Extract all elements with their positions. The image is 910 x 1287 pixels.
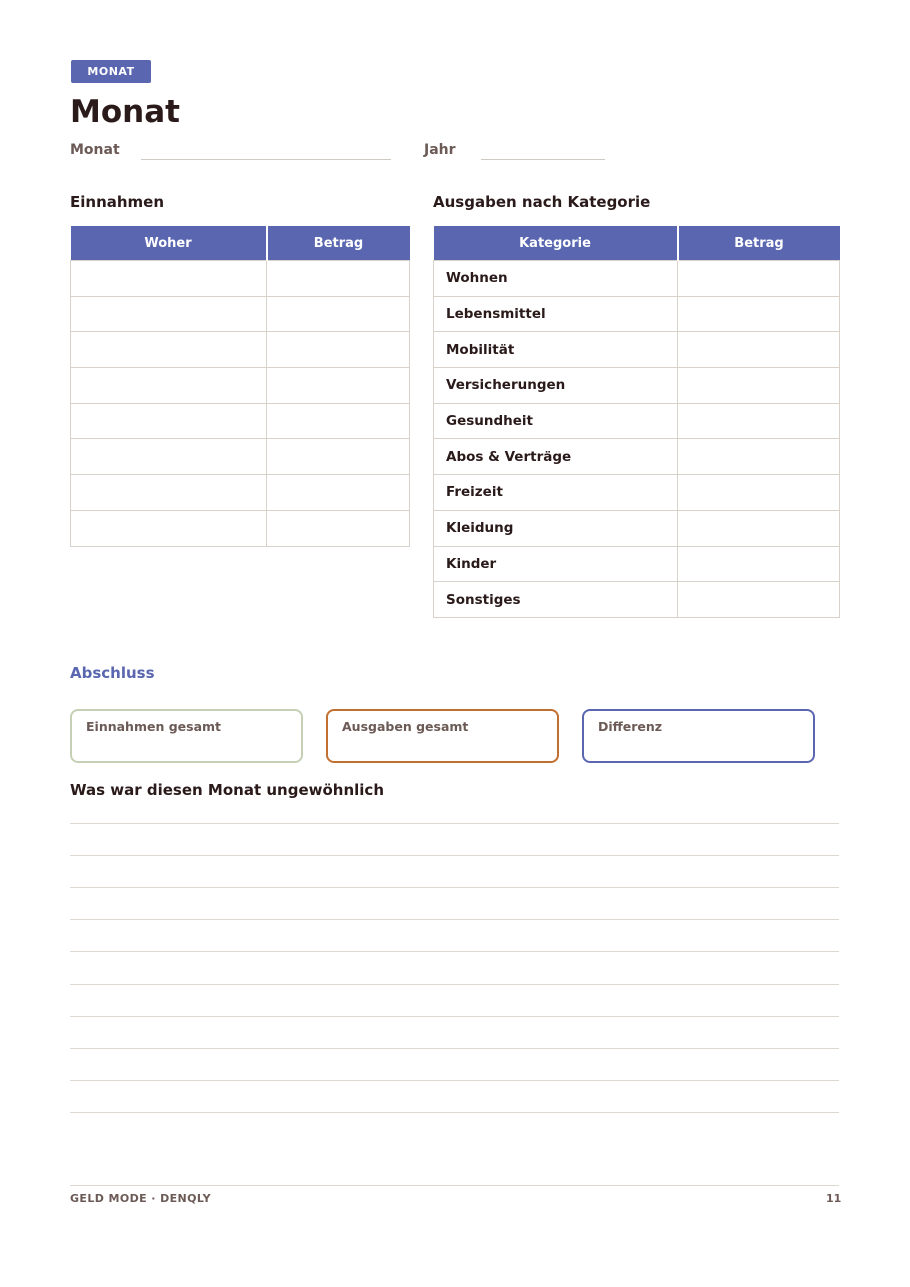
expense-row [434, 261, 840, 297]
note-line[interactable] [70, 984, 839, 985]
note-line[interactable] [70, 919, 839, 920]
page-number: 11 [826, 1192, 842, 1205]
expense-row [434, 546, 840, 582]
expense-row [434, 582, 840, 618]
expense-category-cell: Kinder [434, 546, 678, 582]
income-amount-cell[interactable] [267, 368, 410, 404]
expense-amount-cell[interactable] [678, 510, 840, 546]
income-source-cell[interactable] [71, 403, 267, 439]
expense-row [434, 368, 840, 404]
footer-brand: GELD MODE · DENQLY [70, 1192, 211, 1205]
income-row [71, 475, 410, 511]
note-line[interactable] [70, 1080, 839, 1081]
note-line[interactable] [70, 1016, 839, 1017]
expense-row [434, 403, 840, 439]
income-source-cell[interactable] [71, 368, 267, 404]
expense-category-cell: Wohnen [434, 261, 678, 297]
expense-category-cell: Sonstiges [434, 582, 678, 618]
income-total-box[interactable] [70, 709, 303, 763]
expenses-total-box[interactable] [326, 709, 559, 763]
income-amount-cell[interactable] [267, 510, 410, 546]
income-row [71, 332, 410, 368]
difference-label: Differenz [598, 719, 663, 734]
income-header-amount: Betrag [267, 226, 410, 261]
expense-amount-cell[interactable] [678, 475, 840, 511]
income-source-cell[interactable] [71, 439, 267, 475]
income-row [71, 510, 410, 546]
income-amount-cell[interactable] [267, 261, 410, 297]
difference-box[interactable] [582, 709, 815, 763]
expenses-title: Ausgaben nach Kategorie [433, 193, 651, 211]
expense-amount-cell[interactable] [678, 546, 840, 582]
expense-category-cell: Freizeit [434, 475, 678, 511]
expense-amount-cell[interactable] [678, 296, 840, 332]
notes-title: Was war diesen Monat ungewöhnlich [70, 781, 385, 799]
income-source-cell[interactable] [71, 261, 267, 297]
income-amount-cell[interactable] [267, 296, 410, 332]
income-source-cell[interactable] [71, 475, 267, 511]
income-table [70, 226, 410, 547]
expense-category-cell: Abos & Verträge [434, 439, 678, 475]
expense-amount-cell[interactable] [678, 368, 840, 404]
expense-row [434, 439, 840, 475]
expense-category-cell: Lebensmittel [434, 296, 678, 332]
income-amount-cell[interactable] [267, 475, 410, 511]
expense-amount-cell[interactable] [678, 332, 840, 368]
expense-amount-cell[interactable] [678, 439, 840, 475]
expense-amount-cell[interactable] [678, 403, 840, 439]
month-field-label: Monat [70, 142, 120, 158]
expense-row [434, 332, 840, 368]
income-title: Einnahmen [70, 193, 165, 211]
expenses-header-amount: Betrag [678, 226, 840, 261]
page-title: Monat [70, 94, 180, 130]
income-row [71, 296, 410, 332]
income-header-source: Woher [71, 226, 267, 261]
expense-category-cell: Kleidung [434, 510, 678, 546]
summary-title: Abschluss [70, 664, 155, 682]
expenses-table [433, 226, 840, 618]
note-line[interactable] [70, 887, 839, 888]
income-row [71, 439, 410, 475]
expense-amount-cell[interactable] [678, 582, 840, 618]
expense-category-cell: Versicherungen [434, 368, 678, 404]
note-line[interactable] [70, 823, 839, 824]
note-line[interactable] [70, 1112, 839, 1113]
expense-category-cell: Mobilität [434, 332, 678, 368]
year-field-label: Jahr [424, 142, 456, 158]
expenses-total-label: Ausgaben gesamt [342, 719, 469, 734]
income-source-cell[interactable] [71, 296, 267, 332]
note-line[interactable] [70, 855, 839, 856]
note-line[interactable] [70, 1048, 839, 1049]
expense-amount-cell[interactable] [678, 261, 840, 297]
income-source-cell[interactable] [71, 332, 267, 368]
expense-row [434, 510, 840, 546]
income-row [71, 261, 410, 297]
income-row [71, 403, 410, 439]
expense-row [434, 296, 840, 332]
income-row [71, 368, 410, 404]
income-amount-cell[interactable] [267, 439, 410, 475]
income-amount-cell[interactable] [267, 403, 410, 439]
expense-category-cell: Gesundheit [434, 403, 678, 439]
income-amount-cell[interactable] [267, 332, 410, 368]
year-field-line[interactable] [481, 159, 605, 160]
note-line[interactable] [70, 951, 839, 952]
footer-divider [70, 1185, 839, 1186]
expense-row [434, 475, 840, 511]
income-total-label: Einnahmen gesamt [86, 719, 222, 734]
section-badge: MONAT [71, 60, 151, 83]
income-source-cell[interactable] [71, 510, 267, 546]
month-field-line[interactable] [141, 159, 391, 160]
expenses-header-category: Kategorie [434, 226, 678, 261]
